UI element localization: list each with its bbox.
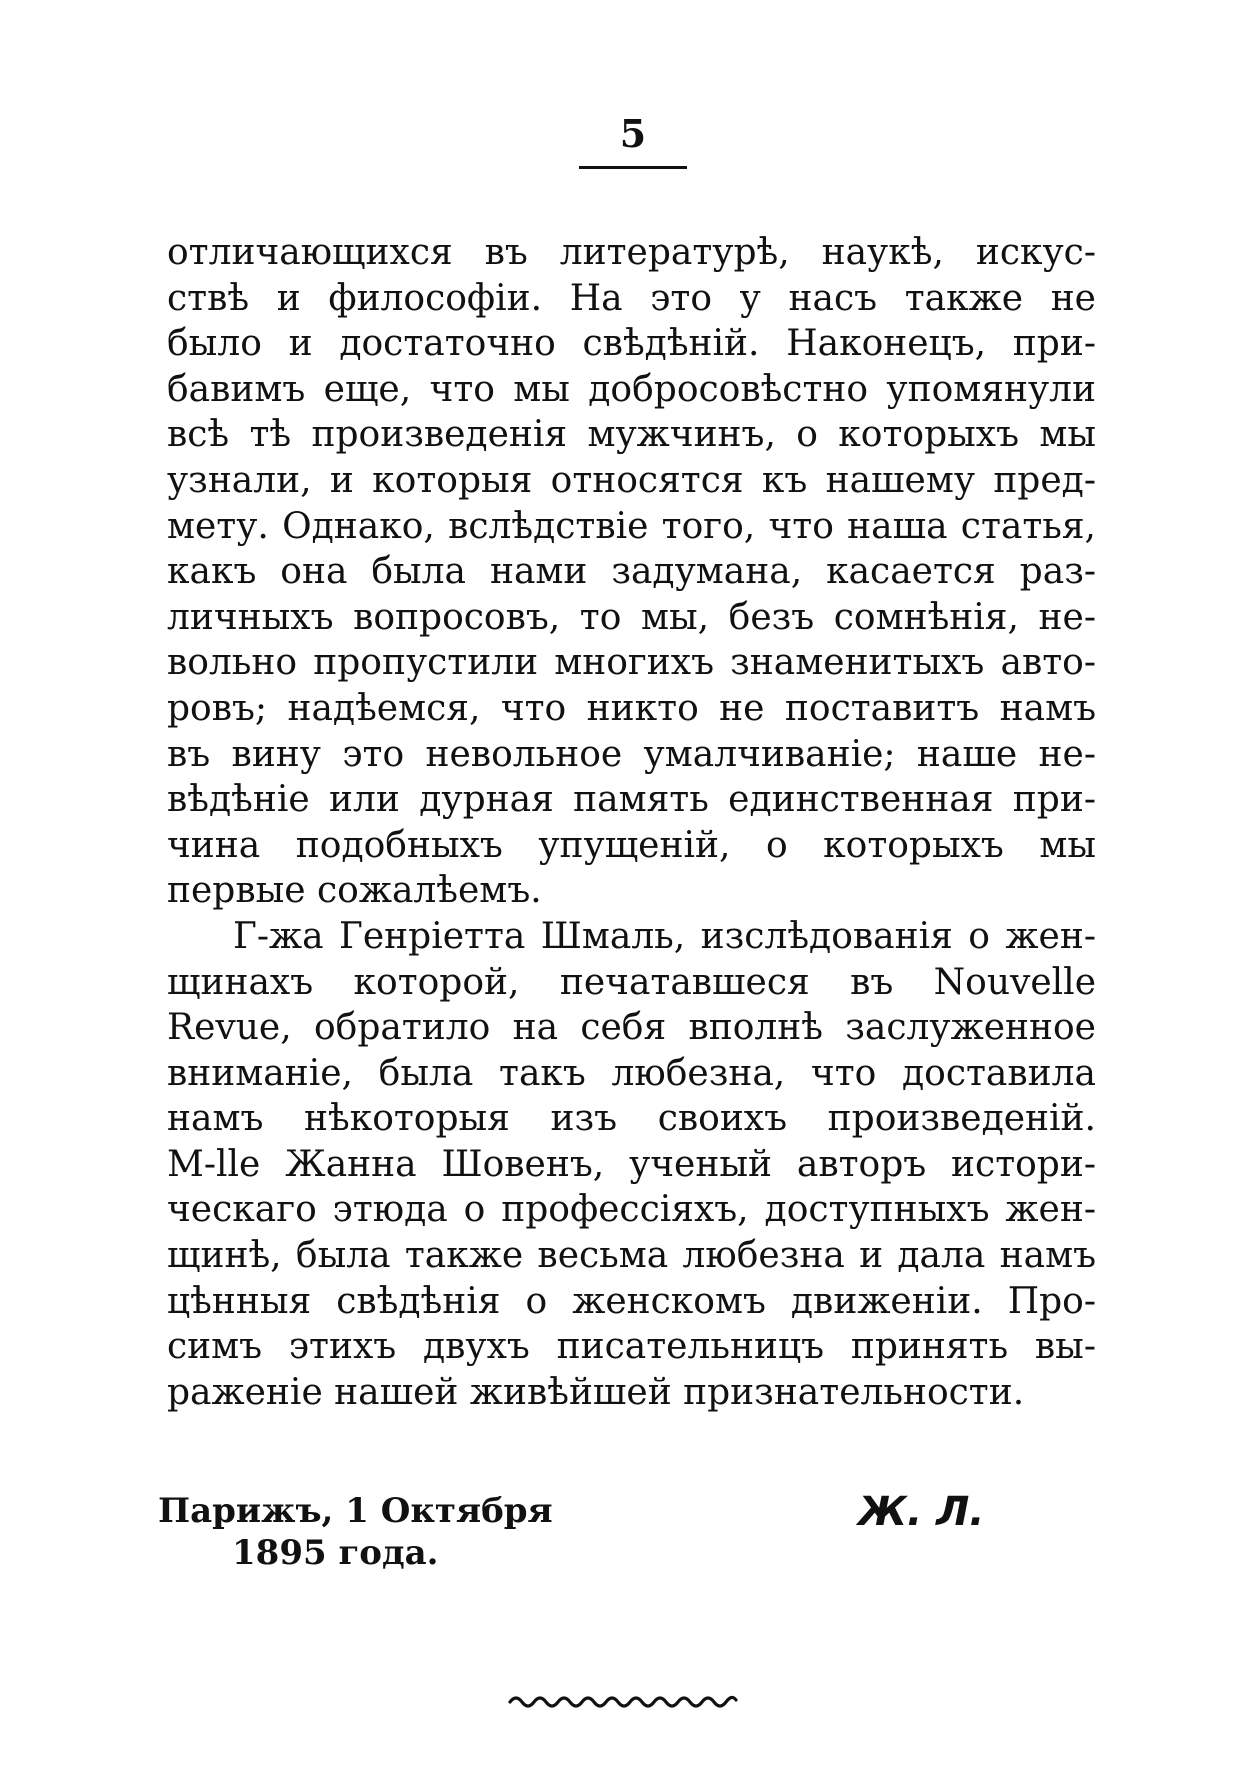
- text-line: какъ она была нами задумана, касается раз-: [167, 551, 1096, 593]
- body-text: [167, 230, 1096, 1415]
- text-line: ствѣ и философіи. На это у насъ также не: [167, 277, 1096, 319]
- paragraph-1: [167, 230, 1096, 914]
- page-number-header: [578, 112, 688, 169]
- page-number-underline: [579, 166, 687, 169]
- text-line: раженіе нашей живѣйшей признательности.: [167, 1371, 1025, 1413]
- wavy-ornament-icon: [508, 1690, 738, 1712]
- text-line: узнали, и которыя относятся къ нашему пред-: [167, 459, 1096, 501]
- text-line: вольно пропустили многихъ знаменитыхъ авто-: [167, 642, 1096, 684]
- author-initials: Ж. Л.: [858, 1489, 985, 1535]
- signature-block: [158, 1490, 1108, 1600]
- text-line: было и достаточно свѣдѣній. Наконецъ, при-: [167, 323, 1096, 365]
- text-line: M-lle Жанна Шовенъ, ученый авторъ истори-: [167, 1143, 1096, 1185]
- text-line: личныхъ вопросовъ, то мы, безъ сомнѣнія, не-: [167, 596, 1096, 638]
- text-line: симъ этихъ двухъ писательницъ принять вы-: [167, 1326, 1096, 1368]
- text-line: вѣдѣніе или дурная память единственная при-: [167, 779, 1096, 821]
- text-line: ровъ; надѣемся, что никто не поставитъ намъ: [167, 687, 1096, 729]
- text-line: первые сожалѣемъ.: [167, 870, 542, 912]
- place-date-line-1: Парижъ, 1 Октября: [158, 1491, 553, 1531]
- text-line: щинѣ, была также весьма любезна и дала намъ: [167, 1235, 1096, 1277]
- text-line: отличающихся въ литературѣ, наукѣ, искус-: [167, 232, 1096, 273]
- text-line: щинахъ которой, печатавшеся въ Nouvelle: [167, 961, 1096, 1003]
- text-line: бавимъ еще, что мы добросовѣстно упомянули: [167, 368, 1096, 410]
- text-line: мету. Однако, вслѣдствіе того, что наша статья,: [167, 505, 1096, 547]
- text-line: вниманіе, была такъ любезна, что доставила: [167, 1052, 1096, 1094]
- page-number: 5: [619, 111, 647, 156]
- place-and-date: [158, 1490, 553, 1574]
- text-line: цѣнныя свѣдѣнія о женскомъ движеніи. Про-: [167, 1280, 1096, 1322]
- text-line: намъ нѣкоторыя изъ своихъ произведеній.: [167, 1098, 1096, 1140]
- text-line: чина подобныхъ упущеній, о которыхъ мы: [167, 824, 1096, 866]
- text-line-indented: Г-жа Генріетта Шмаль, изслѣдованія о жен-: [233, 915, 1096, 957]
- text-line: Revue, обратило на себя вполнѣ заслуженное: [167, 1007, 1096, 1049]
- text-line: ческаго этюда о профессіяхъ, доступныхъ жен-: [167, 1189, 1096, 1231]
- paragraph-2: [167, 914, 1096, 1416]
- text-line: всѣ тѣ произведенія мужчинъ, о которыхъ мы: [167, 414, 1096, 456]
- text-line: въ вину это невольное умалчиваніе; наше не-: [167, 733, 1096, 775]
- place-date-line-2: 1895 года.: [232, 1533, 439, 1573]
